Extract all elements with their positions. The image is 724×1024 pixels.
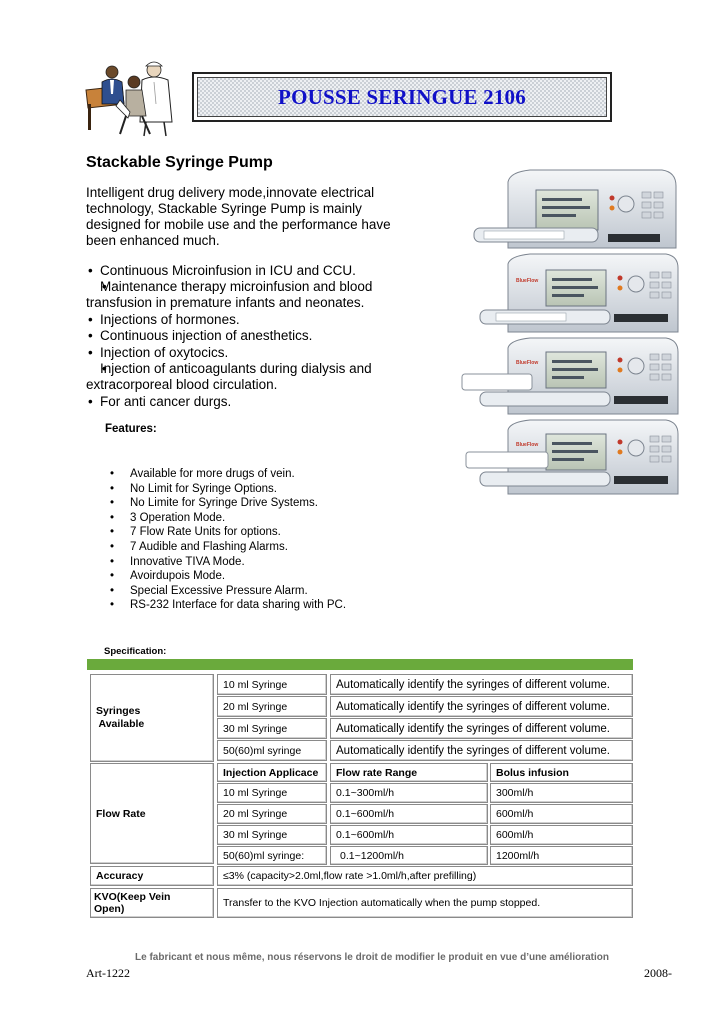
application-item: • Injection of oxytocics. (86, 345, 396, 361)
stacked-syringe-pumps-image (430, 152, 700, 502)
feature-item: • 7 Flow Rate Units for options. (110, 525, 346, 540)
specification-heading: Specification: (104, 646, 167, 657)
pump-brand-label: BlueFlow (516, 360, 539, 366)
flow-cell: 0.1~600ml/h (330, 825, 488, 845)
flow-cell: 300ml/h (490, 783, 633, 803)
application-item: • Injections of hormones. (86, 312, 396, 328)
document-title: POUSSE SERINGUE 2106 (278, 84, 526, 109)
feature-item: • Avoirdupois Mode. (110, 569, 346, 584)
footer-disclaimer: Le fabricant et nous même, nous réservons le droit de modifier le produit en vue d’une amélioration (135, 952, 609, 963)
flow-header-cell: Injection Applicace (217, 763, 327, 782)
application-item: • Continuous injection of anesthetics. (86, 328, 396, 344)
flow-cell: 10 ml Syringe (217, 783, 327, 803)
product-heading: Stackable Syringe Pump (86, 154, 273, 171)
syringe-size-cell: 20 ml Syringe (217, 696, 327, 717)
flow-cell: 20 ml Syringe (217, 804, 327, 824)
title-banner-inner (197, 77, 607, 117)
title-banner (192, 72, 612, 122)
feature-item: • Innovative TIVA Mode. (110, 555, 346, 570)
features-heading: Features: (105, 423, 157, 435)
flow-cell: 0.1~300ml/h (330, 783, 488, 803)
footer-year: 2008- (644, 966, 672, 980)
product-intro: Intelligent drug delivery mode,innovate electrical technology, Stackable Syringe Pump is mainly designed for mobile use and the performance have been enhanced much. (86, 185, 391, 248)
flow-cell: 1200ml/h (490, 846, 633, 865)
syringe-note-cell: Automatically identify the syringes of different volume. (330, 674, 633, 695)
feature-item: • Special Excessive Pressure Alarm. (110, 584, 346, 599)
pump-unit (466, 420, 678, 494)
pump-unit (474, 170, 676, 248)
pump-unit (480, 254, 678, 332)
syringe-size-cell: 10 ml Syringe (217, 674, 327, 695)
application-item: • Maintenance therapy microinfusion and blood transfusion in premature infants and neonates. (86, 279, 396, 311)
application-list (86, 262, 396, 410)
syringe-note-cell: Automatically identify the syringes of different volume. (330, 696, 633, 717)
flow-cell: 0.1~600ml/h (330, 804, 488, 824)
flow-cell: 600ml/h (490, 804, 633, 824)
kvo-value: Transfer to the KVO Injection automatically when the pump stopped. (217, 888, 633, 918)
syringes-available-label: Syringes Available (90, 674, 214, 762)
office-staff-clipart (84, 60, 184, 138)
application-item: • Continuous Microinfusion in ICU and CCU. (86, 263, 396, 279)
pump-brand-label: BlueFlow (516, 442, 539, 448)
flow-cell: 600ml/h (490, 825, 633, 845)
application-item: • Injection of anticoagulants during dialysis and extracorporeal blood circulation. (86, 361, 396, 393)
flow-cell: 30 ml Syringe (217, 825, 327, 845)
syringe-note-cell: Automatically identify the syringes of different volume. (330, 718, 633, 739)
flow-header-cell: Flow rate Range (330, 763, 488, 782)
pump-brand-label: BlueFlow (516, 278, 539, 284)
pump-unit (462, 338, 678, 414)
flow-cell: 50(60)ml syringe: (217, 846, 327, 865)
kvo-label: KVO(Keep Vein Open) (90, 888, 214, 918)
syringe-note-cell: Automatically identify the syringes of different volume. (330, 740, 633, 761)
specification-header-bar (87, 659, 633, 670)
feature-item: • No Limit for Syringe Options. (110, 482, 346, 497)
feature-item: • No Limite for Syringe Drive Systems. (110, 496, 346, 511)
features-list (110, 467, 346, 613)
syringe-size-cell: 50(60)ml syringe (217, 740, 327, 761)
article-code: Art-1222 (86, 966, 130, 980)
flow-rate-label: Flow Rate (90, 763, 214, 864)
feature-item: • Available for more drugs of vein. (110, 467, 346, 482)
feature-item: • 7 Audible and Flashing Alarms. (110, 540, 346, 555)
accuracy-label: Accuracy (90, 866, 214, 886)
flow-cell: 0.1~1200ml/h (330, 846, 488, 865)
flow-header-cell: Bolus infusion (490, 763, 633, 782)
application-item: • For anti cancer durgs. (86, 394, 396, 410)
feature-item: • 3 Operation Mode. (110, 511, 346, 526)
syringe-size-cell: 30 ml Syringe (217, 718, 327, 739)
accuracy-value: ≤3% (capacity>2.0ml,flow rate >1.0ml/h,after prefilling) (217, 866, 633, 886)
feature-item: • RS-232 Interface for data sharing with PC. (110, 598, 346, 613)
